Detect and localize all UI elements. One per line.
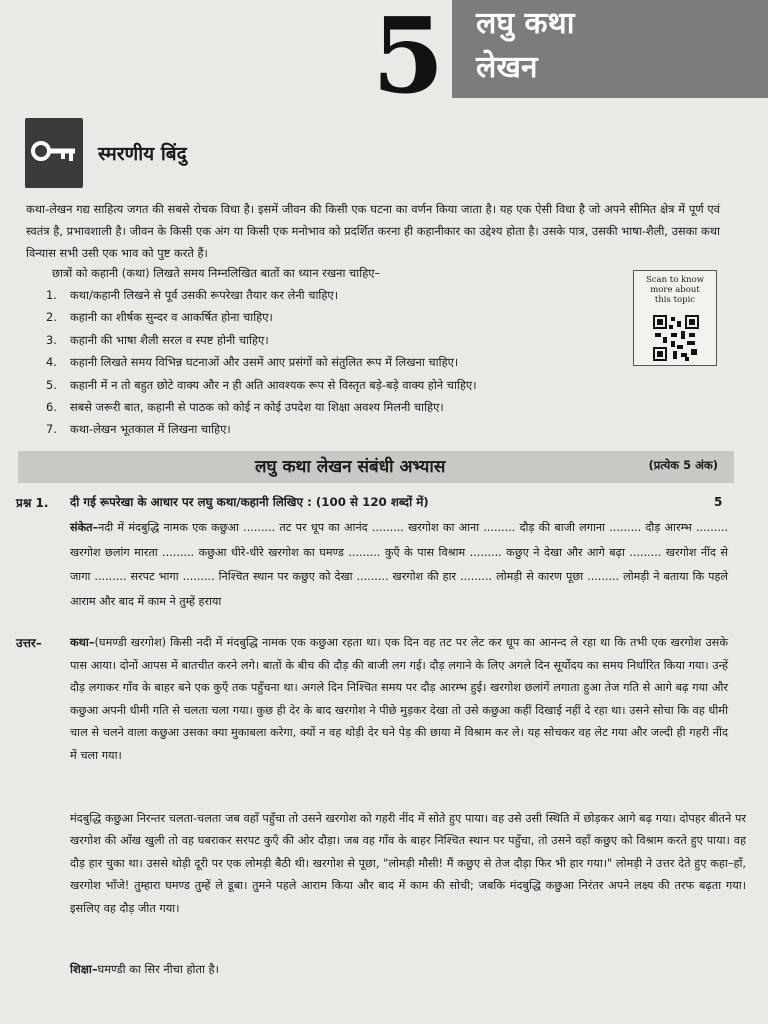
chapter-title-line-2: लेखन (476, 50, 538, 85)
list-item: 6. सबसे जरूरी बात, कहानी से पाठक को कोई न कोई उपदेश या शिक्षा अवश्य मिलनी चाहिए। (46, 400, 444, 415)
qr-caption-1: Scan to know (645, 275, 705, 285)
rules-lead: छात्रों को कहानी (कथा) लिखते समय निम्नलिखित बातों का ध्यान रखना चाहिए– (52, 266, 381, 280)
rules-list (46, 284, 646, 441)
list-item: 2. कहानी का शीर्षक सुन्दर व आकर्षित होना चाहिए। (46, 310, 273, 325)
story-outline (70, 516, 728, 614)
chapter-title-line-1: लघु कथा (476, 6, 575, 41)
question-label: प्रश्न 1. (16, 496, 49, 510)
answer-paragraph-1 (70, 632, 728, 768)
chapter-title (452, 0, 768, 98)
qr-caption-2: more about (650, 285, 700, 295)
story-text-1: (घमण्डी खरगोश) किसी नदी में मंदबुद्धि नामक एक कछुआ रहता था। एक दिन वह तट पर लेट कर धूप का आनन्द ले रहा था कि तभी एक खरगोश उसके पास आया। दोनों आपस में बातचीत करने लगे। बातों के बीच की दौड़ की बाजी लग गई। दौड़ लगाने के लिए अगले दिन सूर्योदय का समय निर्धारित किया गया। उन्हें दौड़ लगाकर गाँव के बाहर बने एक कुएँ तक पहुँचना था। अगले दिन निश्चित समय पर दौड़ आरम्भ हुई। खरगोश छलांगें लगाता हुआ तेज गति से आगे बढ़ गया और कछुआ अपनी धीमी गति से चलता चला गया। कुछ ही देर के बाद खरगोश ने पीछे मुड़कर देखा तो उसे कछुआ कहीं दिखाई नहीं दे रहा था। उसने सोचा कि वह धीमी चाल से चलने वाला कछुआ उसका क्या मुकाबला करेगा, क्यों न वह थोड़ी देर घने पेड़ की छाया में विश्राम कर ले। यह सोचकर वह लेट गया और जल्दी ही गहरी नींद में चला गया। (70, 636, 728, 762)
list-item: 1. कथा/कहानी लिखने से पूर्व उसकी रूपरेखा तैयार कर लेनी चाहिए। (46, 288, 339, 302)
moral-text: घमण्डी का सिर नीचा होता है। (97, 962, 219, 976)
story-moral (70, 958, 219, 980)
chapter-number: 5 (372, 0, 445, 117)
outline-text: नदी में मंदबुद्धि नामक एक कछुआ ......... तट पर धूप का आनंद ......... खरगोश का आना ......... दौड़ की बाजी लगाना ......... दौड़ आरम्भ ......... खरगोश छलांग मारता ......... कछुआ धीरे-धीरे खरगोश का घमण्ड ......... कुएँ के पास विश्राम ......... कछुए ने देखा और आगे बढ़ा ......... खरगोश नींद से जागा ......... सरपट भागा ......... निश्चित स्थान पर कछुए को देखा ......... खरगोश की हार ......... लोमड़ी से कारण पूछा ......... लोमड़ी ने बताया कि पहले आराम और बाद में काम ने तुम्हें हराया (70, 521, 728, 608)
list-item: 5. कहानी में न तो बहुत छोटे वाक्य और न ही अति आवश्यक रूप से विस्तृत बड़े-बड़े वाक्य होने चाहिए। (46, 377, 477, 392)
key-icon (25, 118, 83, 188)
outline-label: संकेत– (70, 521, 99, 534)
marks-note: (प्रत्येक 5 अंक) (648, 458, 718, 472)
answer-label: उत्तर– (16, 636, 42, 650)
answer-paragraph-2: मंदबुद्धि कछुआ निरन्तर चलता-चलता जब वहाँ पहुँचा तो उसने खरगोश को गहरी नींद में सोते हुए पाया। वह उसे उसी स्थिति में छोड़कर आगे बढ़ गया। दोपहर बीतने पर खरगोश की आँख खुली तो वह घबराकर सरपट कुएँ की ओर दौड़ा। जब वह गाँव के बाहर निश्चित स्थान पर पहुँचा, तो उसने वहाँ कछुए को विश्राम करते हुए पाया। वह दौड़ हार चुका था। उससे थोड़ी दूरी पर एक लोमड़ी बैठी थी। खरगोश से पूछा, "लोमड़ी मौसी! मैं कछुए से तेज दौड़ा फिर भी हार गया।" लोमड़ी ने उत्तर देते हुए कहा–हाँ, खरगोश भाँजे! तुम्हारा घमण्ड तुम्हें ले डूबा। तुमने पहले आराम किया और बाद में काम की सोची; जबकि मंदबुद्धि कछुआ निरंतर अपने लक्ष्य की तरफ बढ़ता गया। इसलिए वह दौड़ जीत गया। (70, 812, 746, 915)
question-marks: 5 (714, 495, 723, 509)
qr-code-box[interactable] (633, 270, 717, 366)
practice-title: लघु कथा लेखन संबंधी अभ्यास (255, 457, 446, 477)
practice-banner (18, 451, 734, 483)
list-item: 4. कहानी लिखते समय विभिन्न घटनाओं और उसमें आए प्रसंगों को संतुलित रूप में लिखना चाहिए। (46, 355, 459, 370)
qr-caption-3: this topic (654, 295, 696, 305)
question-text: दी गई रूपरेखा के आधार पर लघु कथा/कहानी लिखिए : (100 से 120 शब्दों में) (70, 495, 429, 509)
qr-code-icon (653, 315, 699, 361)
story-label: कथा– (70, 636, 95, 649)
list-item: 3. कहानी की भाषा शैली सरल व स्पष्ट होनी चाहिए। (46, 332, 269, 347)
key-icon-graphic (31, 140, 77, 162)
list-item: 7. कथा-लेखन भूतकाल में लिखना चाहिए। (46, 422, 231, 437)
moral-label: शिक्षा– (70, 962, 98, 976)
intro-paragraph: कथा-लेखन गद्य साहित्य जगत की सबसे रोचक विधा है। इसमें जीवन की किसी एक घटना का वर्णन किया जाता है। यह एक ऐसी विधा है जो अपने सीमित क्षेत्र में पूर्ण एवं स्वतंत्र है, प्रभावशाली है। जीवन के किसी एक अंग या किसी एक मनोभाव को प्रदर्शित करना ही कहानीकार का उद्देश्य होता है। उसके पात्र, उसकी भाषा-शैली, उसका कथा विन्यास सभी उसी एक भाव को पुष्ट करते हैं। (26, 202, 720, 260)
remember-heading: स्मरणीय बिंदु (98, 143, 187, 165)
